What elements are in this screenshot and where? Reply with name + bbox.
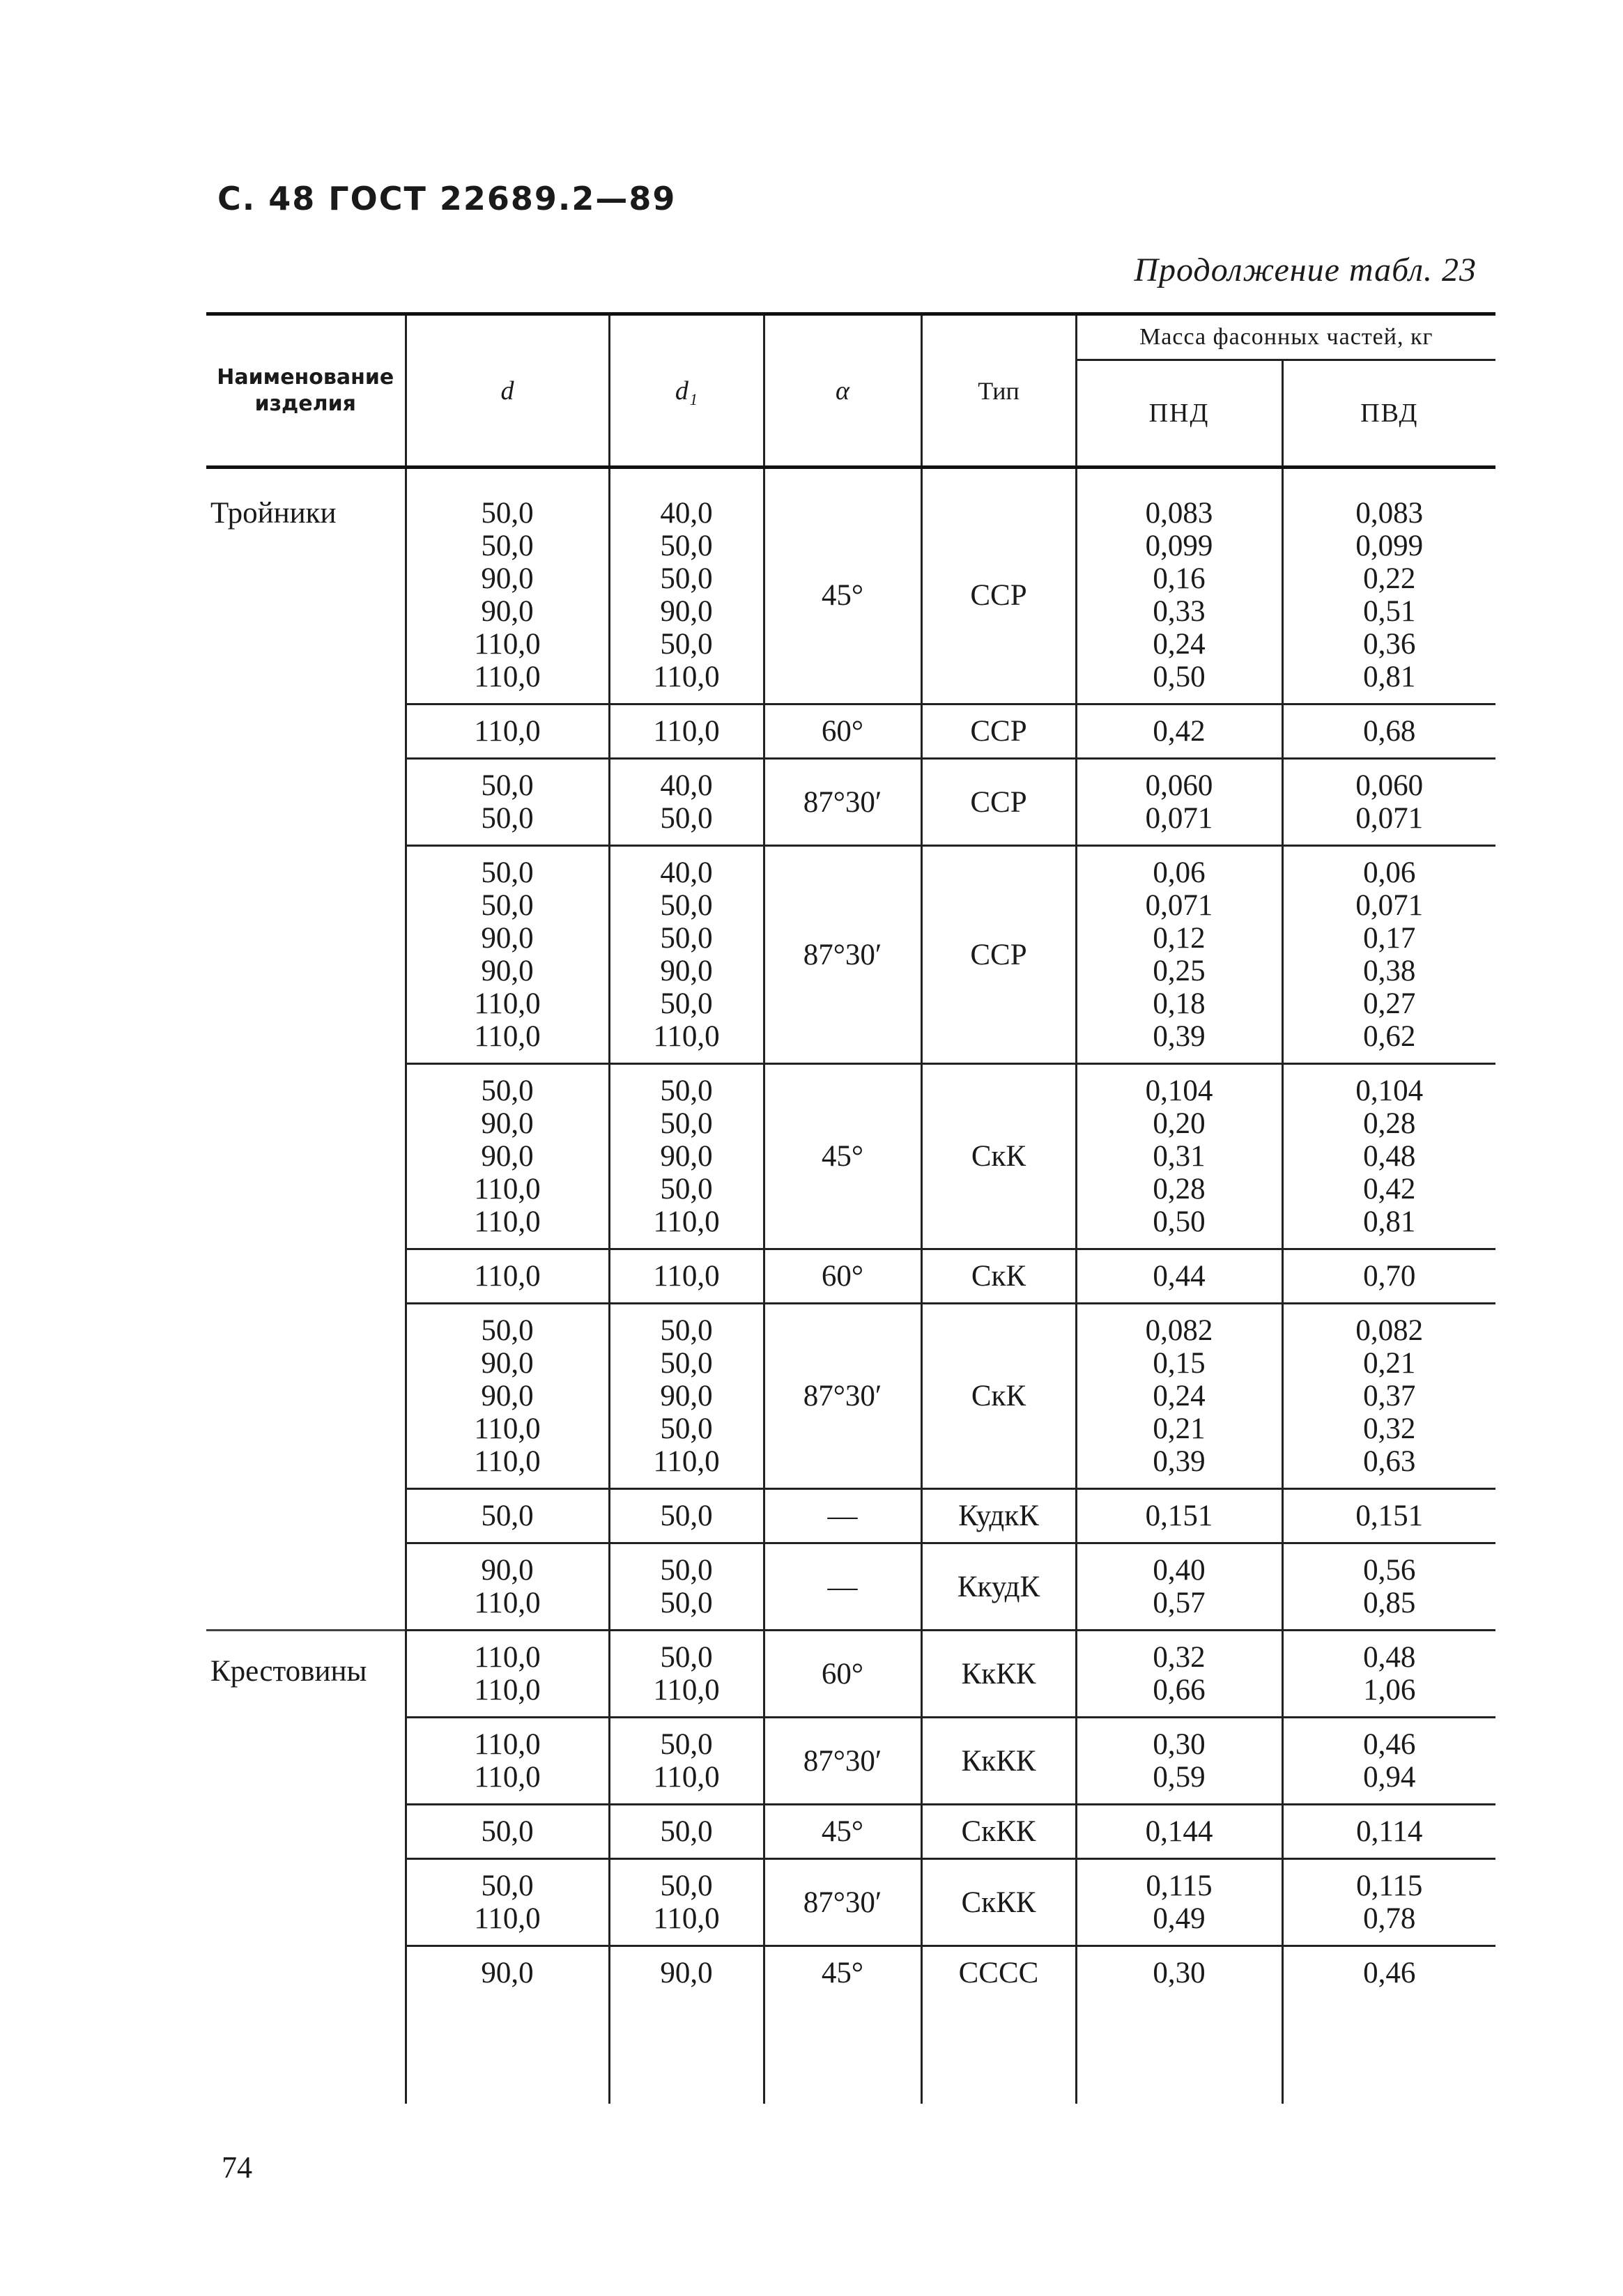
cell-pnd: 0,151 — [1076, 1489, 1282, 1543]
cell-d: 50,0 90,0 90,0 110,0 110,0 — [406, 1304, 609, 1489]
cell-type: КкКК — [921, 1718, 1076, 1805]
cell-pnd: 0,060 0,071 — [1076, 759, 1282, 846]
cell-pvd: 0,083 0,099 0,22 0,51 0,36 0,81 — [1282, 468, 1495, 704]
cell-type: ССР — [921, 468, 1076, 704]
cell-d: 50,0 — [406, 1805, 609, 1859]
cell-d: 110,0 — [406, 1249, 609, 1304]
cell-d: 50,0 50,0 90,0 90,0 110,0 110,0 — [406, 468, 609, 704]
cell-pnd: 0,115 0,49 — [1076, 1859, 1282, 1946]
cell-alpha: — — [764, 1543, 921, 1631]
empty-cell — [764, 1999, 921, 2104]
cell-pvd: 0,082 0,21 0,37 0,32 0,63 — [1282, 1304, 1495, 1489]
cell-d: 110,0 110,0 — [406, 1718, 609, 1805]
cell-pnd: 0,44 — [1076, 1249, 1282, 1304]
cell-alpha: 45° — [764, 468, 921, 704]
cell-d1: 50,0 110,0 — [609, 1631, 764, 1718]
cell-alpha: 60° — [764, 1249, 921, 1304]
column-header-d1: d₁ — [609, 314, 764, 468]
empty-cell — [1282, 1999, 1495, 2104]
cell-type: ССР — [921, 846, 1076, 1064]
empty-cell — [921, 1999, 1076, 2104]
cell-pnd: 0,40 0,57 — [1076, 1543, 1282, 1631]
cell-alpha: 60° — [764, 1631, 921, 1718]
cell-d1: 90,0 — [609, 1946, 764, 2000]
cell-type: ССР — [921, 759, 1076, 846]
cell-alpha: 87°30′ — [764, 1859, 921, 1946]
cell-pvd: 0,151 — [1282, 1489, 1495, 1543]
page-header: С. 48 ГОСТ 22689.2—89 — [217, 180, 677, 217]
cell-d1: 40,0 50,0 50,0 90,0 50,0 110,0 — [609, 846, 764, 1064]
cell-pnd: 0,30 0,59 — [1076, 1718, 1282, 1805]
table-continuation-caption: Продолжение табл. 23 — [1134, 252, 1477, 288]
cell-pvd: 0,115 0,78 — [1282, 1859, 1495, 1946]
cell-type: СкКК — [921, 1859, 1076, 1946]
cell-d1: 40,0 50,0 — [609, 759, 764, 846]
cell-d1: 50,0 — [609, 1489, 764, 1543]
cell-pvd: 0,06 0,071 0,17 0,38 0,27 0,62 — [1282, 846, 1495, 1064]
cell-d1: 50,0 50,0 90,0 50,0 110,0 — [609, 1304, 764, 1489]
cell-pvd: 0,68 — [1282, 704, 1495, 759]
cell-d: 110,0 — [406, 704, 609, 759]
cell-type: СкК — [921, 1304, 1076, 1489]
cell-type: СкК — [921, 1064, 1076, 1249]
column-header-type: Тип — [921, 314, 1076, 468]
cell-type: КудкК — [921, 1489, 1076, 1543]
cell-d1: 50,0 110,0 — [609, 1859, 764, 1946]
page-number: 74 — [222, 2150, 252, 2185]
column-header-name: Наименование изделия — [206, 314, 406, 468]
cell-type: КкудК — [921, 1543, 1076, 1631]
cell-d: 50,0 — [406, 1489, 609, 1543]
cell-pnd: 0,42 — [1076, 704, 1282, 759]
cell-d1: 50,0 110,0 — [609, 1718, 764, 1805]
cell-pnd: 0,104 0,20 0,31 0,28 0,50 — [1076, 1064, 1282, 1249]
cell-pvd: 0,114 — [1282, 1805, 1495, 1859]
table-body — [206, 468, 1495, 2104]
empty-cell — [609, 1999, 764, 2104]
column-header-d: d — [406, 314, 609, 468]
table-row — [206, 1631, 1495, 1718]
cell-type: ССР — [921, 704, 1076, 759]
mass-table — [206, 312, 1495, 2104]
cell-d1: 110,0 — [609, 704, 764, 759]
cell-alpha: — — [764, 1489, 921, 1543]
product-name: Тройники — [210, 497, 337, 530]
cell-pvd: 0,104 0,28 0,48 0,42 0,81 — [1282, 1064, 1495, 1249]
cell-pvd: 0,70 — [1282, 1249, 1495, 1304]
cell-pvd: 0,48 1,06 — [1282, 1631, 1495, 1718]
column-header-pvd: ПВД — [1282, 360, 1495, 468]
column-header-alpha: α — [764, 314, 921, 468]
cell-d: 50,0 90,0 90,0 110,0 110,0 — [406, 1064, 609, 1249]
cell-type: СкК — [921, 1249, 1076, 1304]
cell-d: 50,0 110,0 — [406, 1859, 609, 1946]
cell-d1: 40,0 50,0 50,0 90,0 50,0 110,0 — [609, 468, 764, 704]
cell-type: КкКК — [921, 1631, 1076, 1718]
cell-d: 90,0 — [406, 1946, 609, 2000]
cell-pnd: 0,083 0,099 0,16 0,33 0,24 0,50 — [1076, 468, 1282, 704]
cell-alpha: 45° — [764, 1064, 921, 1249]
column-header-mass-group: Масса фасонных частей, кг — [1076, 314, 1495, 360]
empty-cell — [406, 1999, 609, 2104]
cell-alpha: 60° — [764, 704, 921, 759]
column-header-pnd: ПНД — [1076, 360, 1282, 468]
cell-pvd: 0,46 0,94 — [1282, 1718, 1495, 1805]
cell-d1: 50,0 50,0 — [609, 1543, 764, 1631]
cell-d1: 50,0 — [609, 1805, 764, 1859]
cell-d1: 50,0 50,0 90,0 50,0 110,0 — [609, 1064, 764, 1249]
cell-d: 110,0 110,0 — [406, 1631, 609, 1718]
cell-pnd: 0,32 0,66 — [1076, 1631, 1282, 1718]
cell-pnd: 0,30 — [1076, 1946, 1282, 2000]
cell-d: 50,0 50,0 90,0 90,0 110,0 110,0 — [406, 846, 609, 1064]
product-name: Крестовины — [206, 1631, 406, 2104]
cell-pvd: 0,56 0,85 — [1282, 1543, 1495, 1631]
cell-alpha: 87°30′ — [764, 1304, 921, 1489]
cell-alpha: 45° — [764, 1805, 921, 1859]
cell-d: 50,0 50,0 — [406, 759, 609, 846]
cell-pnd: 0,06 0,071 0,12 0,25 0,18 0,39 — [1076, 846, 1282, 1064]
cell-pvd: 0,46 — [1282, 1946, 1495, 2000]
cell-alpha: 45° — [764, 1946, 921, 2000]
cell-pnd: 0,082 0,15 0,24 0,21 0,39 — [1076, 1304, 1282, 1489]
cell-pnd: 0,144 — [1076, 1805, 1282, 1859]
cell-d1: 110,0 — [609, 1249, 764, 1304]
cell-type: СкКК — [921, 1805, 1076, 1859]
table-row — [206, 468, 1495, 704]
cell-alpha: 87°30′ — [764, 759, 921, 846]
cell-alpha: 87°30′ — [764, 846, 921, 1064]
cell-d: 90,0 110,0 — [406, 1543, 609, 1631]
cell-alpha: 87°30′ — [764, 1718, 921, 1805]
cell-type: СССС — [921, 1946, 1076, 2000]
cell-pvd: 0,060 0,071 — [1282, 759, 1495, 846]
empty-cell — [1076, 1999, 1282, 2104]
